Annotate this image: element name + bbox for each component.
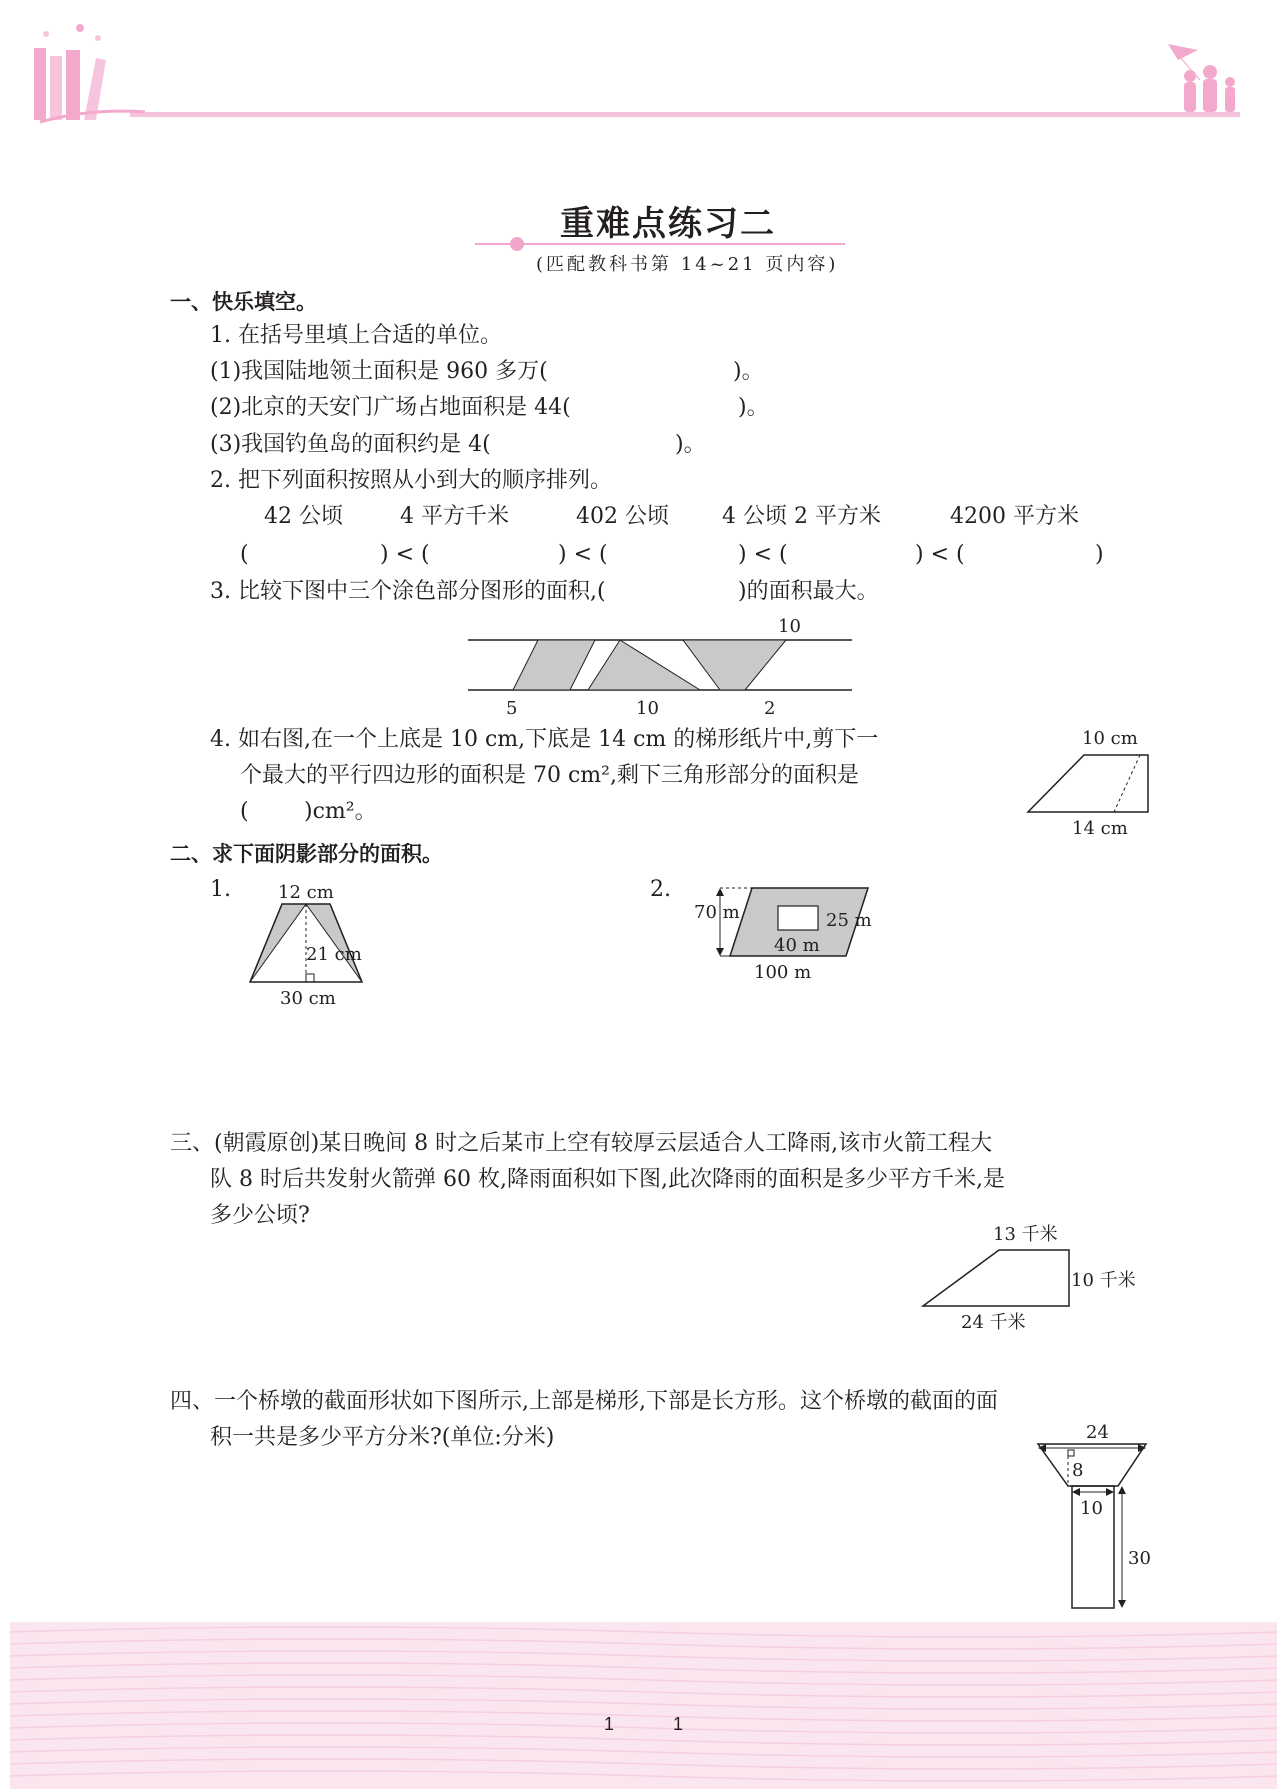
question-3-end: )的面积最大。 [738, 579, 879, 604]
section2-heading: 二、求下面阴影部分的面积。 [170, 842, 443, 866]
fig-2-2 [690, 876, 890, 992]
area-item: 4 平方千米 [400, 504, 509, 529]
order-paren[interactable]: ( [240, 542, 249, 567]
fig2-label-rect-h: 25 m [826, 910, 872, 931]
page-number-a: 1 [604, 1714, 615, 1734]
q3-figure [460, 612, 860, 720]
fig1-label-bottom: 30 cm [280, 988, 336, 1009]
order-paren[interactable]: ) < ( [558, 542, 608, 567]
section3-line2: 队 8 时后共发射火箭弹 60 枚,降雨面积如下图,此次降雨的面积是多少平方千米,是 [210, 1167, 1005, 1192]
s4-label-h: 8 [1072, 1460, 1084, 1481]
page-number-b: 1 [673, 1714, 684, 1734]
section2-num2: 2. [650, 877, 671, 902]
question-1-2: (2)北京的天安门广场占地面积是 44( [210, 395, 571, 420]
shaded-trapezoid [683, 640, 786, 690]
order-paren[interactable]: ) [1095, 542, 1104, 567]
question-1: 1. 在括号里填上合适的单位。 [210, 323, 502, 348]
order-paren[interactable]: ) < ( [915, 542, 965, 567]
header-decoration [0, 0, 1287, 140]
q3-label-b3: 2 [764, 698, 776, 719]
page-title: 重难点练习二 [560, 204, 776, 244]
section4-figure [1030, 1420, 1170, 1624]
question-4-line1: 4. 如右图,在一个上底是 10 cm,下底是 14 cm 的梯形纸片中,剪下一 [210, 727, 879, 752]
question-3: 3. 比较下图中三个涂色部分图形的面积,( [210, 579, 606, 604]
area-item: 4 公顷 2 平方米 [722, 504, 881, 529]
section3-line1: 三、(朝霞原创)某日晚间 8 时之后某市上空有较厚云层适合人工降雨,该市火箭工程大 [170, 1131, 993, 1156]
q3-label-b1: 5 [506, 698, 518, 719]
s4-label-top: 24 [1086, 1422, 1109, 1443]
question-2: 2. 把下列面积按照从小到大的顺序排列。 [210, 468, 612, 493]
question-4-line3: )cm²。 [304, 799, 377, 824]
section2-num1: 1. [210, 877, 231, 902]
q4-figure [1020, 720, 1170, 844]
shaded-parallelogram [513, 640, 595, 690]
question-1-1: (1)我国陆地领土面积是 960 多万( [210, 359, 548, 384]
answer-blank-1-2[interactable]: )。 [738, 395, 769, 420]
section4-line2: 积一共是多少平方分米?(单位:分米) [210, 1425, 555, 1450]
area-item: 4200 平方米 [950, 504, 1079, 529]
s3-label-height: 10 千米 [1071, 1270, 1136, 1291]
header-rule [130, 112, 1240, 117]
s3-label-bottom: 24 千米 [961, 1312, 1026, 1333]
section1-heading: 一、快乐填空。 [170, 290, 317, 314]
q4-label-bottom: 14 cm [1072, 818, 1128, 839]
books-logo-icon [34, 24, 145, 122]
children-kite-icon [1168, 44, 1235, 112]
area-item: 42 公顷 [264, 504, 343, 529]
section3-figure [915, 1218, 1155, 1336]
footer-band [10, 1622, 1277, 1789]
fig2-label-rect-w: 40 m [774, 935, 820, 956]
footer-wave-pattern [10, 1622, 1277, 1789]
s4-label-rect-h: 30 [1128, 1548, 1151, 1569]
fig1-label-height: 21 cm [306, 944, 362, 965]
order-paren[interactable]: ) < ( [380, 542, 430, 567]
area-item: 402 公顷 [576, 504, 669, 529]
fig2-label-base: 100 m [754, 962, 812, 983]
fig-2-1 [240, 876, 380, 1018]
fig1-label-top: 12 cm [278, 882, 334, 903]
q3-label-top: 10 [778, 616, 801, 637]
answer-blank-1-1[interactable]: )。 [733, 359, 764, 384]
question-1-3: (3)我国钓鱼岛的面积约是 4( [210, 432, 491, 457]
section4-line1: 四、一个桥墩的截面形状如下图所示,上部是梯形,下部是长方形。这个桥墩的截面的面 [170, 1389, 998, 1414]
s3-label-top: 13 千米 [993, 1224, 1058, 1245]
order-paren[interactable]: ) < ( [738, 542, 788, 567]
question-4-paren[interactable]: ( [240, 799, 249, 824]
fig2-label-height: 70 m [694, 902, 740, 923]
answer-blank-1-3[interactable]: )。 [675, 432, 706, 457]
q3-label-b2: 10 [636, 698, 659, 719]
section3-line3: 多少公顷? [210, 1203, 310, 1228]
q4-label-top: 10 cm [1082, 728, 1138, 749]
question-4-line2: 个最大的平行四边形的面积是 70 cm²,剩下三角形部分的面积是 [240, 763, 859, 788]
s4-label-mid: 10 [1080, 1498, 1103, 1519]
page-subtitle: (匹配教科书第 14~21 页内容) [536, 254, 839, 275]
shaded-triangle [588, 640, 700, 690]
